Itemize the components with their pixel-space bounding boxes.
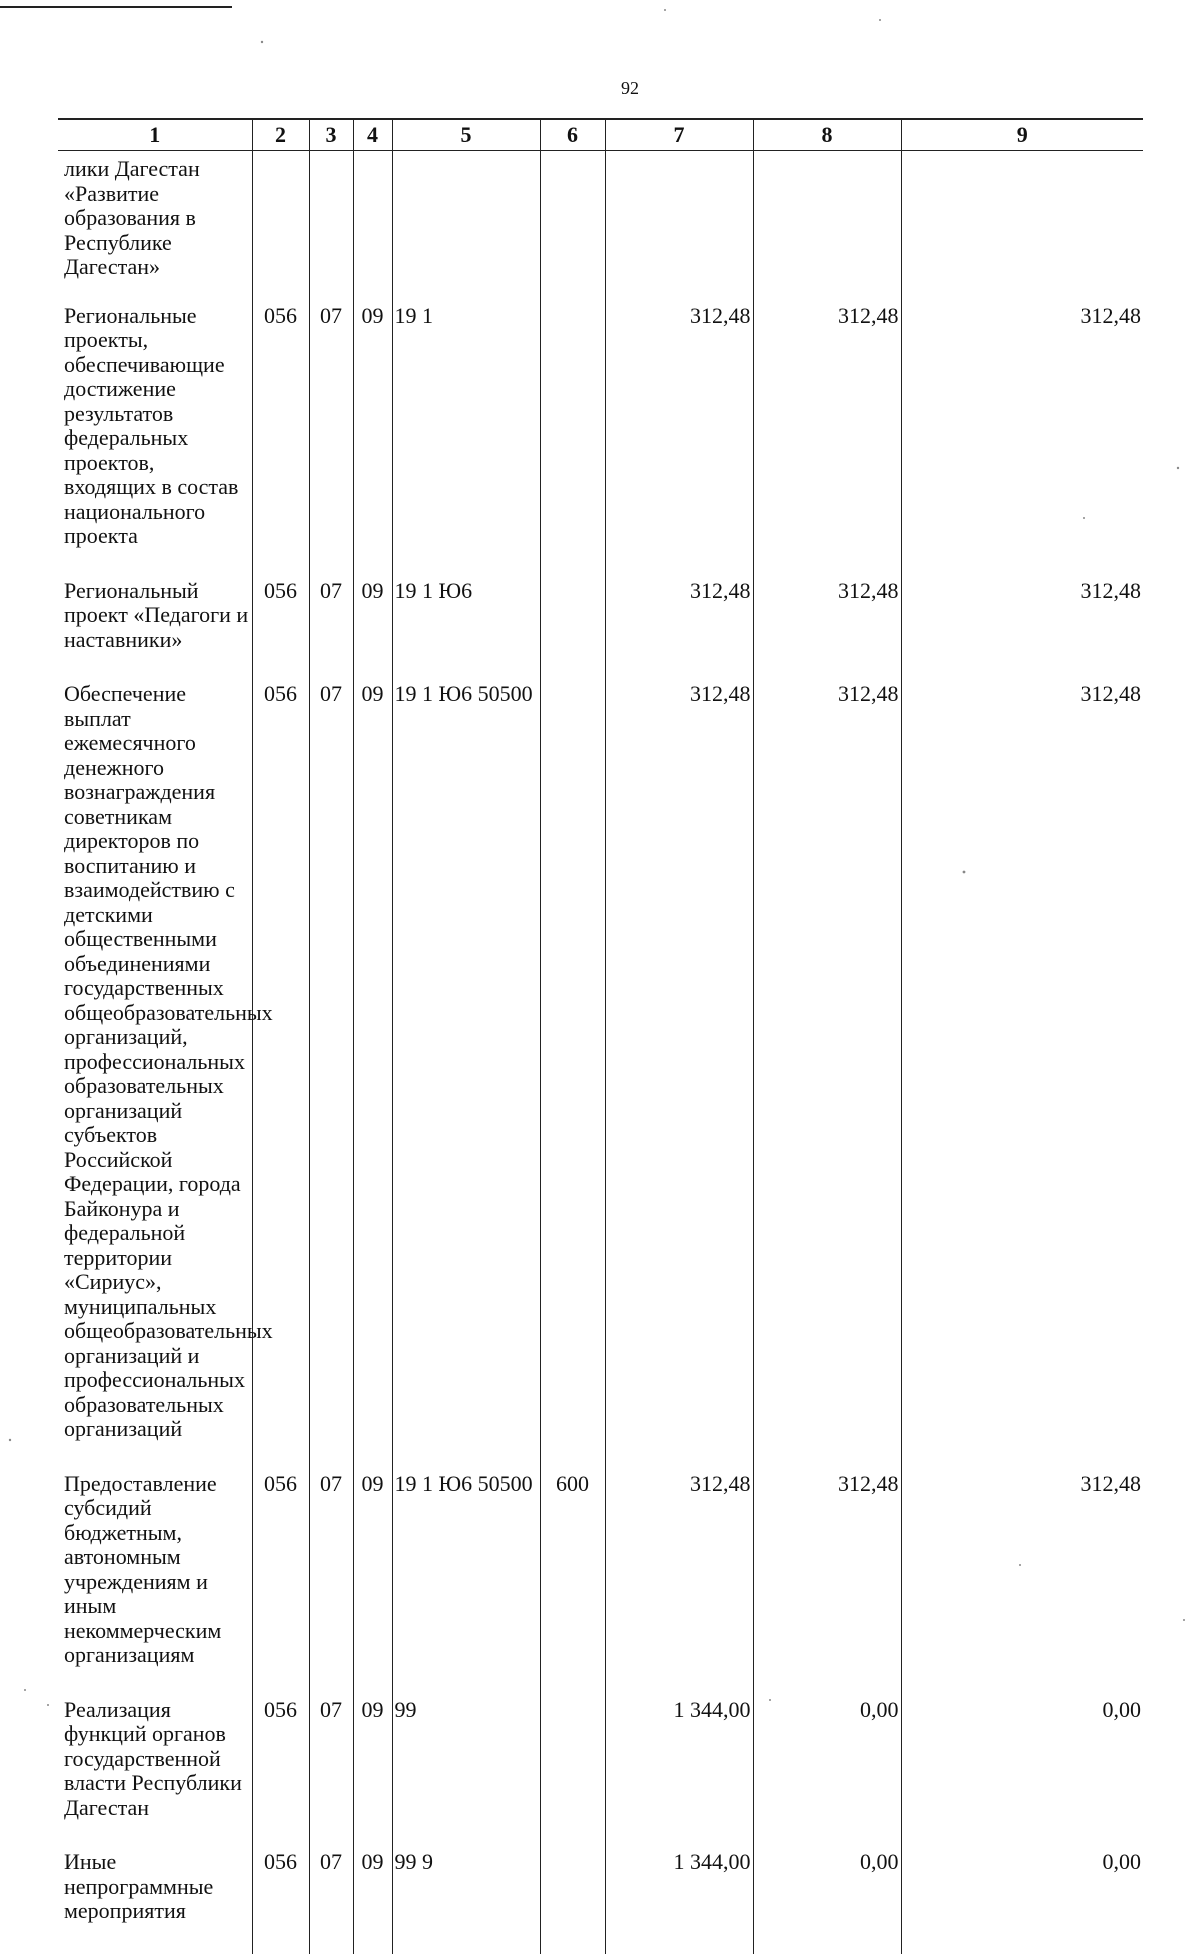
cell-c8: 312,48 bbox=[753, 1472, 901, 1698]
cell-c9: 0,00 bbox=[901, 1698, 1143, 1851]
cell-c9 bbox=[901, 151, 1143, 304]
cell-c4 bbox=[353, 151, 392, 304]
col-header-7: 7 bbox=[605, 119, 753, 151]
cell-c3: 07 bbox=[309, 682, 353, 1472]
row-name: лики Дагестан «Развитие образования в Республике Дагестан» bbox=[64, 156, 200, 279]
cell-c2 bbox=[252, 151, 309, 304]
cell-c3: 07 bbox=[309, 304, 353, 579]
col-header-4: 4 bbox=[353, 119, 392, 151]
cell-c8: 312,48 bbox=[753, 304, 901, 579]
cell-c8: 312,48 bbox=[753, 579, 901, 683]
header-row bbox=[58, 119, 1143, 151]
table-row bbox=[58, 1698, 1143, 1851]
col-header-1: 1 bbox=[58, 119, 252, 151]
table-row bbox=[58, 304, 1143, 579]
cell-c5: 99 bbox=[392, 1698, 540, 1851]
cell-c6 bbox=[540, 682, 605, 1472]
cell-c6 bbox=[540, 304, 605, 579]
top-rule bbox=[0, 6, 232, 8]
cell-c7: 312,48 bbox=[605, 1472, 753, 1698]
cell-c5: 19 1 Ю6 bbox=[392, 579, 540, 683]
table-row bbox=[58, 1850, 1143, 1954]
col-header-2: 2 bbox=[252, 119, 309, 151]
cell-c7: 312,48 bbox=[605, 682, 753, 1472]
row-name: Реализация функций органов государственной власти Республики Дагестан bbox=[64, 1696, 242, 1820]
cell-c2: 056 bbox=[252, 304, 309, 579]
cell-c2: 056 bbox=[252, 579, 309, 683]
cell-c3: 07 bbox=[309, 1472, 353, 1698]
cell-c4: 09 bbox=[353, 1850, 392, 1954]
cell-c4: 09 bbox=[353, 304, 392, 579]
table-row bbox=[58, 1472, 1143, 1698]
cell-c9: 312,48 bbox=[901, 579, 1143, 683]
cell-c6: 600 bbox=[540, 1472, 605, 1698]
col-header-5: 5 bbox=[392, 119, 540, 151]
cell-c5: 19 1 bbox=[392, 304, 540, 579]
cell-c3: 07 bbox=[309, 1698, 353, 1851]
cell-c8 bbox=[753, 151, 901, 304]
row-name: Региональный проект «Педагоги и наставники» bbox=[64, 577, 249, 652]
cell-c7 bbox=[605, 151, 753, 304]
cell-c7: 312,48 bbox=[605, 579, 753, 683]
col-header-6: 6 bbox=[540, 119, 605, 151]
cell-c4: 09 bbox=[353, 1698, 392, 1851]
cell-c9: 312,48 bbox=[901, 682, 1143, 1472]
row-name: Иные непрограммные мероприятия bbox=[64, 1849, 214, 1923]
cell-c4: 09 bbox=[353, 682, 392, 1472]
cell-c3 bbox=[309, 151, 353, 304]
cell-c6 bbox=[540, 151, 605, 304]
cell-c7: 1 344,00 bbox=[605, 1850, 753, 1954]
cell-c8: 312,48 bbox=[753, 682, 901, 1472]
cell-c2: 056 bbox=[252, 1472, 309, 1698]
cell-c9: 312,48 bbox=[901, 1472, 1143, 1698]
cell-c6 bbox=[540, 1698, 605, 1851]
cell-c2: 056 bbox=[252, 682, 309, 1472]
row-name: Региональные проекты, обеспечивающие достижение результатов федеральных проектов, входящих в состав национального проекта bbox=[64, 302, 239, 548]
cell-c9: 0,00 bbox=[901, 1850, 1143, 1954]
table-row bbox=[58, 682, 1143, 1472]
cell-c6 bbox=[540, 1850, 605, 1954]
cell-c8: 0,00 bbox=[753, 1698, 901, 1851]
cell-c3: 07 bbox=[309, 1850, 353, 1954]
cell-c8: 0,00 bbox=[753, 1850, 901, 1954]
cell-c5: 19 1 Ю6 50500 bbox=[392, 1472, 540, 1698]
cell-c2: 056 bbox=[252, 1850, 309, 1954]
cell-c7: 1 344,00 bbox=[605, 1698, 753, 1851]
cell-c4: 09 bbox=[353, 1472, 392, 1698]
row-name: Обеспечение выплат ежемесячного денежного вознаграждения советникам директоров по воспитанию и взаимодействию с детскими общественными объединениями государственных общеобразовательных организаций, профессиональных образовательных организаций субъектов Российской Федерации, города Байконура и федеральной территории «Сириус», муниципальных общеобразовательных организаций и профессиональных образовательных организаций bbox=[64, 681, 273, 1441]
page-number: 92 bbox=[621, 78, 639, 98]
col-header-3: 3 bbox=[309, 119, 353, 151]
budget-table bbox=[58, 118, 1143, 1954]
cell-c4: 09 bbox=[353, 579, 392, 683]
table-row bbox=[58, 579, 1143, 683]
cell-c5: 19 1 Ю6 50500 bbox=[392, 682, 540, 1472]
col-header-8: 8 bbox=[753, 119, 901, 151]
cell-c5 bbox=[392, 151, 540, 304]
col-header-9: 9 bbox=[901, 119, 1143, 151]
table-row bbox=[58, 151, 1143, 304]
cell-c7: 312,48 bbox=[605, 304, 753, 579]
cell-c5: 99 9 bbox=[392, 1850, 540, 1954]
row-name: Предоставление субсидий бюджетным, автономным учреждениям и иным некоммерческим организациям bbox=[64, 1470, 222, 1667]
cell-c3: 07 bbox=[309, 579, 353, 683]
cell-c9: 312,48 bbox=[901, 304, 1143, 579]
cell-c2: 056 bbox=[252, 1698, 309, 1851]
cell-c6 bbox=[540, 579, 605, 683]
